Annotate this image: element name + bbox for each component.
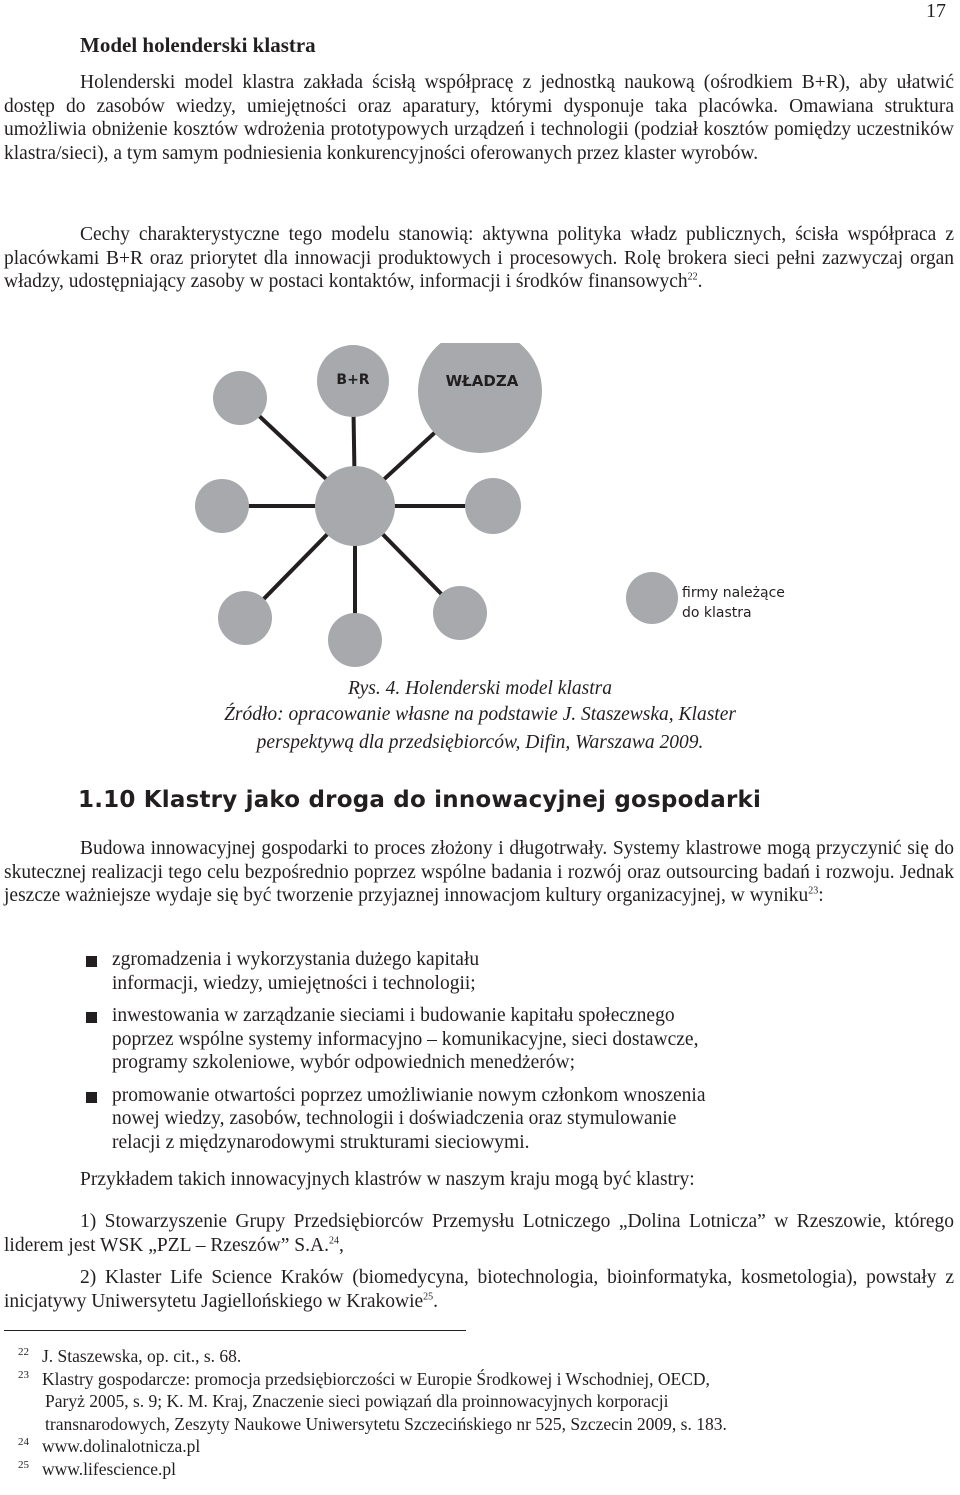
paragraph-6 [4, 1266, 954, 1313]
paragraph-3 [4, 837, 954, 908]
paragraph-5 [4, 1210, 954, 1257]
list-item [80, 948, 910, 995]
footnote-23 [18, 1368, 938, 1436]
footnote-number: 22 [18, 1346, 29, 1358]
node-br-label: B+R [336, 372, 370, 388]
square-bullet-icon [86, 956, 97, 967]
footnote-number: 23 [18, 1368, 29, 1381]
node-firm-top-left [213, 371, 267, 425]
footnote-ref-24[interactable]: 24 [328, 1235, 339, 1246]
page-number: 17 [926, 0, 946, 22]
paragraph-1 [4, 71, 954, 165]
footnote-text: Paryż 2005, s. 9; K. M. Kraj, Znaczenie sieci powiązań dla proinnowacyjnych korporacji [45, 1391, 669, 1411]
figure-caption-source-1: Źródło: opracowanie własne na podstawie J. Staszewska, Klaster [224, 704, 736, 725]
section-heading: 1.10 Klastry jako droga do innowacyjnej gospodarki [78, 787, 762, 813]
list-item-line: relacji z międzynarodowymi strukturami sieciowymi. [112, 1131, 530, 1153]
node-firm-bottom-right [433, 586, 487, 640]
node-firm-left [195, 479, 249, 533]
bullet-list [80, 948, 910, 1163]
footnote-24 [18, 1435, 938, 1458]
paragraph-5-end: , [338, 1234, 344, 1256]
footnote-text: transnarodowych, Zeszyty Naukowe Uniwersytetu Szczecińskiego nr 525, Szczecin 2009, s. 183. [45, 1413, 727, 1434]
footnote-number: 25 [18, 1458, 29, 1471]
paragraph-2-end: . [697, 271, 703, 292]
list-item [80, 1084, 910, 1155]
figure-caption-source-2: perspektywą dla przedsiębiorców, Difin, Warszawa 2009. [256, 732, 704, 753]
section-title: Model holenderski klastra [80, 33, 316, 57]
cluster-diagram-svg [190, 343, 810, 673]
node-wladza-label: WŁADZA [445, 372, 519, 390]
node-center [315, 466, 395, 546]
list-item-line: poprzez wspólne systemy informacyjno – komunikacyjne, sieci dostawcze, [112, 1028, 699, 1050]
footnote-ref-22[interactable]: 22 [687, 271, 698, 283]
footnote-link[interactable]: www.lifescience.pl [42, 1458, 176, 1479]
paragraph-1-text: Holenderski model klastra zakłada ścisłą współpracę z jednostką naukową (ośrodkiem B+R), aby ułatwić dostęp do zasobów wiedzy, umiejętności oraz aparatury, którymi dysponuje taka placówka. Omawiana struktura umożliwia obniżenie kosztów wdrożenia prototypowych urządzeń i technologii (podział kosztów pomiędzy uczestników klastra/sieci), a tym samym podniesienia konkurencyjności oferowanych przez klaster wyrobów. [4, 72, 954, 164]
footnote-text: J. Staszewska, op. cit., s. 68. [42, 1346, 242, 1366]
list-item-line: programy szkoleniowe, wybór odpowiednich menedżerów; [112, 1052, 575, 1073]
node-firm-right [465, 478, 521, 534]
paragraph-6-end: . [433, 1290, 439, 1312]
paragraph-4-text: Przykładem takich innowacyjnych klastrów w naszym kraju mogą być klastry: [80, 1169, 695, 1190]
footnote-number: 24 [18, 1436, 29, 1448]
list-item-line: nowej wiedzy, zasobów, technologii i doświadczenia oraz stymulowanie [112, 1108, 677, 1129]
figure-caption-title: Rys. 4. Holenderski model klastra [348, 678, 612, 699]
list-item-line: informacji, wiedzy, umiejętności i technologii; [112, 972, 476, 994]
footnote-ref-25[interactable]: 25 [423, 1291, 434, 1302]
footnote-divider [4, 1330, 466, 1331]
paragraph-3-text: Budowa innowacyjnej gospodarki to proces złożony i długotrwały. Systemy klastrowe mogą przyczynić się do skutecznej realizacji tego celu bezpośrednio poprzez wspólne badania i rozwój oraz outsourcing badań i rozwoju. Jednak jeszcze ważniejsze wydaje się być tworzenie przyjaznej innowacjom kultury organizacyjnej, w wyniku [4, 838, 954, 906]
footnote-25 [18, 1458, 938, 1481]
paragraph-4 [4, 1168, 954, 1192]
paragraph-6-text: 2) Klaster Life Science Kraków (biomedycyna, biotechnologia, bioinformatyka, kosmetologia), powstały z inicjatywy Uniwersytetu Jagiellońskiego w Krakowie [4, 1267, 954, 1312]
legend-label-line-1: firmy należące [682, 585, 785, 601]
node-firm-bottom [328, 613, 382, 667]
footnote-22 [18, 1345, 938, 1368]
paragraph-3-end: : [818, 885, 824, 906]
footnote-ref-23[interactable]: 23 [808, 885, 819, 897]
cluster-diagram [190, 343, 810, 673]
list-item [80, 1004, 910, 1075]
list-item-line: promowanie otwartości poprzez umożliwianie nowym członkom wnoszenia [112, 1084, 706, 1106]
footnote-link[interactable]: www.dolinalotnicza.pl [42, 1436, 201, 1456]
footnote-text: Klastry gospodarcze: promocja przedsiębiorczości w Europie Środkowej i Wschodniej, OECD, [42, 1368, 710, 1389]
square-bullet-icon [86, 1092, 97, 1103]
list-item-line: zgromadzenia i wykorzystania dużego kapitału [112, 949, 480, 970]
footnotes [18, 1345, 938, 1480]
node-wladza [418, 343, 542, 453]
square-bullet-icon [86, 1012, 97, 1023]
legend-node [626, 572, 678, 624]
paragraph-5-text: 1) Stowarzyszenie Grupy Przedsiębiorców Przemysłu Lotniczego „Dolina Lotnicza” w Rzeszowie, którego liderem jest WSK „PZL – Rzeszów” S.A. [4, 1211, 954, 1256]
node-firm-bottom-left [218, 591, 272, 645]
paragraph-2 [4, 223, 954, 294]
list-item-line: inwestowania w zarządzanie sieciami i budowanie kapitału społecznego [112, 1005, 675, 1026]
paragraph-2-text: Cechy charakterystyczne tego modelu stanowią: aktywna polityka władz publicznych, ścisła współpraca z placówkami B+R oraz priorytet dla innowacji produktowych i procesowych. Rolę brokera sieci pełni zazwyczaj organ władzy, udostępniający zasoby w postaci kontaktów, informacji i środków finansowych [4, 224, 954, 292]
legend-label-line-2: do klastra [682, 605, 752, 621]
